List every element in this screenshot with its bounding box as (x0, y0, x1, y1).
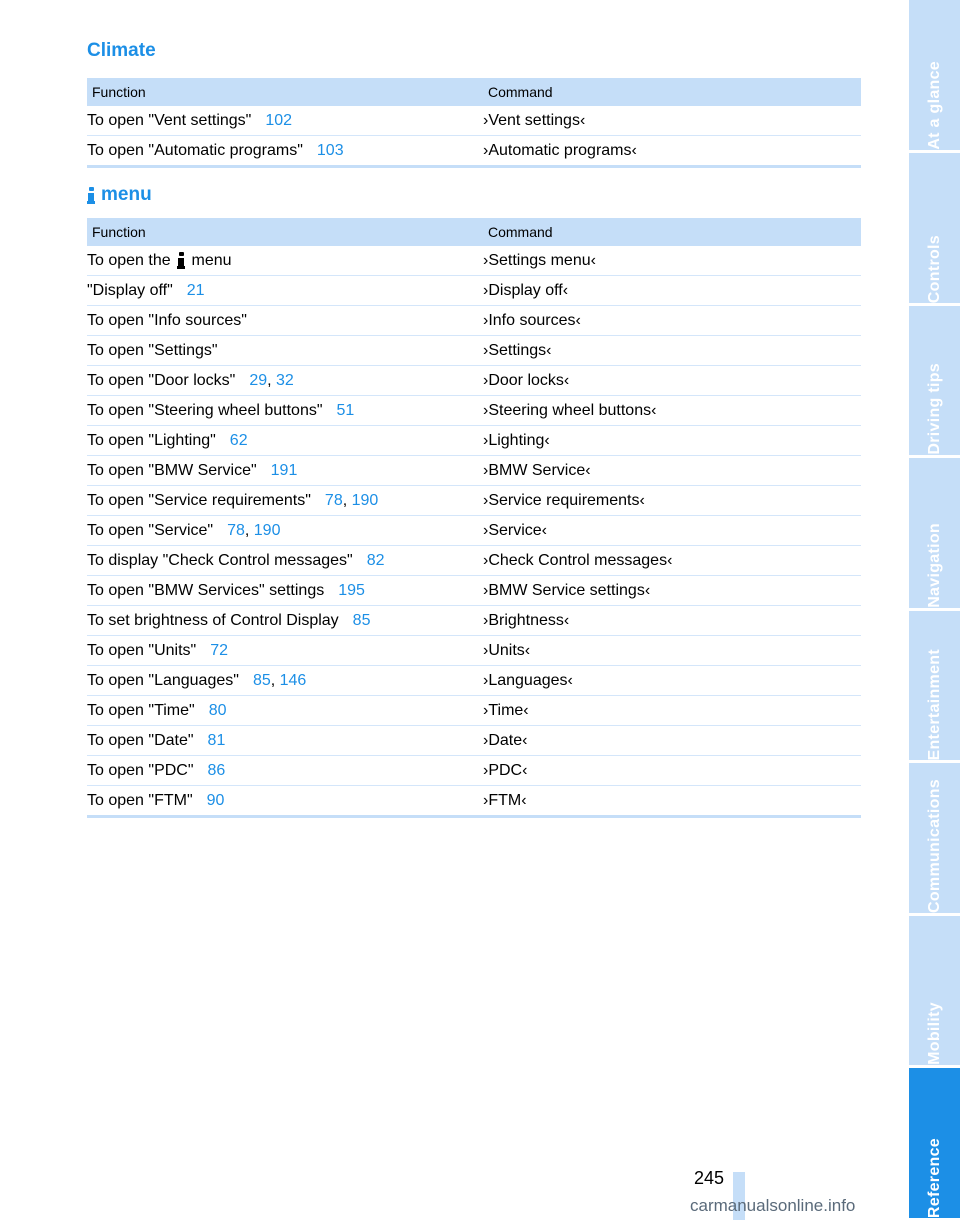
function-cell (87, 106, 483, 136)
function-text: To open "Languages" (87, 671, 239, 689)
command-cell: ›Steering wheel buttons‹ (483, 396, 861, 426)
chapter-tab-mobility[interactable] (909, 915, 960, 1068)
table-row (87, 636, 861, 666)
page-reference-link[interactable]: 78 (324, 491, 343, 509)
chapter-tab-communications[interactable] (909, 763, 960, 916)
table-row (87, 246, 861, 276)
page-reference-link[interactable]: 146 (279, 671, 307, 689)
function-text: To open the (87, 251, 171, 269)
function-text: menu (191, 251, 232, 269)
function-text: To open "PDC" (87, 761, 194, 779)
page-reference-link[interactable]: 190 (253, 521, 281, 539)
command-cell: ›Automatic programs‹ (483, 136, 861, 167)
table-row (87, 366, 861, 396)
command-cell: ›BMW Service settings‹ (483, 576, 861, 606)
chapter-tab-reference[interactable] (909, 1068, 960, 1221)
menu-table (87, 218, 861, 818)
function-text: To open "BMW Services" settings (87, 581, 325, 599)
table-header-row (87, 218, 861, 246)
climate-table (87, 78, 861, 168)
command-cell: ›Brightness‹ (483, 606, 861, 636)
chapter-tab-label: Controls (925, 234, 943, 303)
chapter-tab-label: Navigation (925, 523, 943, 608)
table-row (87, 396, 861, 426)
command-cell: ›Door locks‹ (483, 366, 861, 396)
page-reference-link[interactable]: 191 (270, 461, 298, 479)
page-number: 245 (693, 1168, 724, 1188)
command-cell: ›Date‹ (483, 726, 861, 756)
column-header-function: Function (87, 78, 483, 106)
function-cell (87, 306, 483, 336)
command-cell: ›Languages‹ (483, 666, 861, 696)
column-header-function: Function (87, 218, 483, 246)
chapter-tab-label: Entertainment (925, 648, 943, 760)
column-header-command: Command (483, 78, 861, 106)
page-reference-link[interactable]: 29 (249, 371, 268, 389)
page-reference-link[interactable]: 90 (206, 791, 225, 809)
chapter-tabs (909, 0, 960, 1220)
table-row (87, 756, 861, 786)
page-reference-link[interactable]: 190 (351, 491, 379, 509)
function-cell: To open "Service" 78, 190 (87, 516, 483, 546)
function-cell (87, 576, 483, 606)
page-reference-link[interactable]: 86 (207, 761, 226, 779)
table-row (87, 106, 861, 136)
page-reference-link[interactable]: 78 (227, 521, 245, 539)
table-row (87, 666, 861, 696)
command-cell: ›FTM‹ (483, 786, 861, 817)
page-reference-link[interactable]: 72 (210, 641, 228, 659)
command-cell: ›Lighting‹ (483, 426, 861, 456)
table-row (87, 456, 861, 486)
function-text: To set brightness of Control Display (87, 611, 339, 629)
page-reference-link[interactable]: 195 (338, 581, 365, 599)
function-text: To open "Vent settings" (87, 111, 252, 129)
page-reference-link[interactable]: 32 (276, 371, 294, 389)
function-cell (87, 636, 483, 666)
table-row (87, 546, 861, 576)
page-reference-link[interactable]: 21 (186, 281, 205, 299)
command-cell: ›Settings menu‹ (483, 246, 861, 276)
page-reference-link[interactable]: 81 (207, 731, 226, 749)
function-cell: To open "Door locks" 29, 32 (87, 366, 483, 396)
function-cell: To open "Languages" 85, 146 (87, 666, 483, 696)
function-cell (87, 456, 483, 486)
function-text: To open "Automatic programs" (87, 141, 303, 159)
table-row (87, 276, 861, 306)
function-text: To open "Time" (87, 701, 195, 719)
chapter-tab-at-a-glance[interactable] (909, 0, 960, 153)
table-row (87, 576, 861, 606)
page-reference-link[interactable]: 85 (252, 671, 271, 689)
table-header-row (87, 78, 861, 106)
command-cell: ›Info sources‹ (483, 306, 861, 336)
command-cell: ›Display off‹ (483, 276, 861, 306)
chapter-tab-label: At a glance (925, 61, 943, 150)
chapter-tab-label: Communications (925, 779, 943, 913)
function-cell (87, 696, 483, 726)
function-text: To open "Steering wheel buttons" (87, 401, 323, 419)
page-reference-link[interactable]: 80 (208, 701, 227, 719)
function-cell (87, 546, 483, 576)
function-cell (87, 426, 483, 456)
chapter-tab-label: Mobility (925, 1002, 943, 1065)
chapter-tab-label: Driving tips (925, 363, 943, 455)
function-text: To open "Units" (87, 641, 197, 659)
page-reference-link[interactable]: 82 (366, 551, 385, 569)
page-reference-link[interactable]: 51 (336, 401, 355, 419)
command-cell: ›Vent settings‹ (483, 106, 861, 136)
function-text: To open "Service" (87, 521, 214, 539)
page-reference-link[interactable]: 102 (265, 111, 293, 129)
function-cell (87, 136, 483, 167)
table-row (87, 726, 861, 756)
function-text: "Display off" (87, 281, 173, 299)
command-cell: ›Service‹ (483, 516, 861, 546)
chapter-tab-driving-tips[interactable] (909, 305, 960, 458)
menu-section-title (87, 180, 861, 210)
chapter-tab-navigation[interactable] (909, 458, 960, 611)
menu-section-title-text: menu (101, 184, 152, 205)
command-cell: ›Units‹ (483, 636, 861, 666)
function-text: To open "Date" (87, 731, 194, 749)
function-cell (87, 276, 483, 306)
chapter-tab-controls[interactable] (909, 153, 960, 306)
table-row (87, 486, 861, 516)
command-cell: ›Settings‹ (483, 336, 861, 366)
table-row (87, 696, 861, 726)
function-cell: To open "Service requirements" 78, 190 (87, 486, 483, 516)
command-cell: ›BMW Service‹ (483, 456, 861, 486)
function-text: To display "Check Control messages" (87, 551, 353, 569)
info-icon (87, 187, 95, 204)
table-row (87, 786, 861, 817)
function-text: To open "Info sources" (87, 311, 247, 329)
page-reference-link[interactable]: 62 (229, 431, 248, 449)
function-cell (87, 756, 483, 786)
page-reference-link[interactable]: 85 (352, 611, 371, 629)
function-cell (87, 786, 483, 817)
function-cell (87, 246, 483, 276)
command-cell: ›Time‹ (483, 696, 861, 726)
function-cell (87, 726, 483, 756)
table-row (87, 306, 861, 336)
function-text: To open "Door locks" (87, 371, 236, 389)
column-header-command: Command (483, 218, 861, 246)
function-text: To open "Service requirements" (87, 491, 311, 509)
function-cell (87, 336, 483, 366)
table-row (87, 516, 861, 546)
function-cell (87, 396, 483, 426)
function-text: To open "BMW Service" (87, 461, 257, 479)
table-row (87, 336, 861, 366)
function-cell (87, 606, 483, 636)
chapter-tab-label: Reference (925, 1137, 943, 1218)
table-row (87, 136, 861, 167)
command-cell: ›PDC‹ (483, 756, 861, 786)
table-row (87, 606, 861, 636)
function-text: To open "Lighting" (87, 431, 216, 449)
watermark: carmanualsonline.info (690, 1196, 856, 1215)
function-text: To open "Settings" (87, 341, 218, 359)
chapter-tab-entertainment[interactable] (909, 610, 960, 763)
info-icon (177, 252, 185, 269)
command-cell: ›Check Control messages‹ (483, 546, 861, 576)
climate-section-title: Climate (87, 40, 156, 61)
page-content (87, 36, 861, 818)
page-reference-link[interactable]: 103 (316, 141, 344, 159)
function-text: To open "FTM" (87, 791, 193, 809)
command-cell: ›Service requirements‹ (483, 486, 861, 516)
table-row (87, 426, 861, 456)
